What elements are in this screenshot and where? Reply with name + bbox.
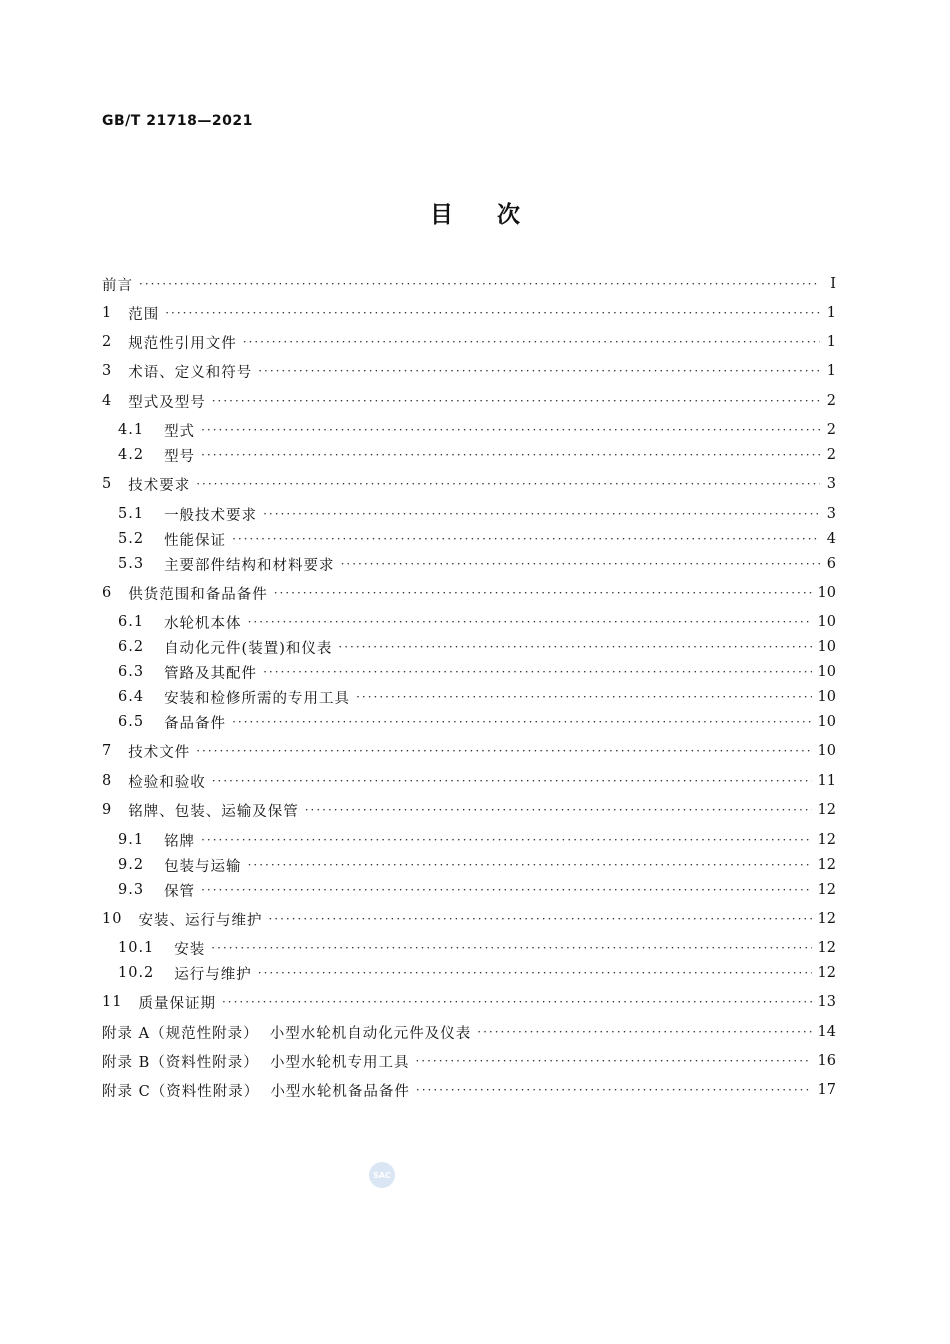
toc-entry-label: 附录 A（规范性附录） 小型水轮机自动化元件及仪表	[102, 1025, 472, 1042]
toc-entry-label: 包装与运输	[164, 858, 242, 875]
toc-dot-leader	[196, 744, 811, 758]
toc-dot-leader	[263, 665, 811, 679]
toc-dot-leader	[222, 995, 812, 1009]
toc-entry-number: 2	[102, 334, 113, 350]
toc-entry-label: 安装	[174, 941, 206, 958]
toc-dot-leader	[477, 1025, 811, 1039]
toc-entry-number: 5.3	[118, 556, 145, 572]
standard-code: GB/T 21718—2021	[102, 113, 253, 129]
toc-dot-leader	[305, 803, 812, 817]
toc-entry-page: 13	[817, 994, 836, 1010]
toc-entry-number: 9.1	[118, 832, 145, 848]
toc-dot-leader	[416, 1083, 812, 1097]
toc-dot-leader	[232, 532, 820, 546]
toc-entry-label: 前言	[102, 277, 133, 294]
toc-entry[interactable]	[118, 635, 836, 659]
toc-dot-leader	[415, 1054, 811, 1068]
toc-entry-number: 5.2	[118, 531, 145, 547]
toc-entry[interactable]	[102, 389, 836, 413]
toc-entry-label: 水轮机本体	[164, 615, 242, 632]
toc-entry[interactable]	[102, 359, 836, 383]
toc-dot-leader	[356, 690, 811, 704]
toc-entry-label: 范围	[128, 306, 160, 323]
toc-entry-number: 5.1	[118, 506, 145, 522]
toc-entry-page: 1	[826, 363, 836, 379]
toc-dot-leader	[248, 858, 812, 872]
toc-entry-number: 9	[102, 802, 113, 818]
toc-entry-page: 12	[817, 940, 836, 956]
toc-entry-number: 6	[102, 585, 113, 601]
toc-entry-page: 10	[817, 585, 836, 601]
toc-entry-page: 2	[826, 422, 836, 438]
toc-entry-number: 1	[102, 305, 113, 321]
toc-entry[interactable]	[102, 1020, 836, 1044]
toc-entry-page: 11	[817, 773, 836, 789]
toc-entry-label: 安装和检修所需的专用工具	[164, 690, 351, 707]
toc-entry-label: 型式及型号	[128, 394, 206, 411]
toc-dot-leader	[212, 774, 812, 788]
toc-dot-leader	[248, 615, 812, 629]
toc-entry-label: 铭牌	[164, 833, 196, 850]
toc-entry-page: 3	[826, 506, 836, 522]
toc-entry-page: 12	[817, 832, 836, 848]
toc-entry-label: 质量保证期	[138, 995, 216, 1012]
toc-entry-page: 16	[817, 1053, 836, 1069]
toc-entry-number: 3	[102, 363, 113, 379]
toc-entry-number: 6.5	[118, 714, 145, 730]
toc-entry[interactable]	[118, 878, 836, 902]
toc-entry[interactable]	[118, 418, 836, 442]
toc-entry-page: 14	[817, 1024, 836, 1040]
toc-entry-number: 7	[102, 743, 113, 759]
toc-entry[interactable]	[118, 502, 836, 526]
toc-dot-leader	[341, 557, 820, 571]
toc-dot-leader	[263, 507, 820, 521]
toc-entry-label: 管路及其配件	[164, 665, 258, 682]
toc-entry-page: 10	[817, 714, 836, 730]
toc-entry-label: 供货范围和备品备件	[128, 586, 268, 603]
toc-entry[interactable]	[118, 685, 836, 709]
toc-entry[interactable]	[118, 853, 836, 877]
toc-entry-page: 12	[817, 857, 836, 873]
toc-entry[interactable]	[118, 710, 836, 734]
toc-entry-page: 12	[817, 882, 836, 898]
toc-entry-number: 10.1	[118, 940, 155, 956]
toc-entry-page: 12	[817, 911, 836, 927]
toc-entry-label: 技术文件	[128, 744, 191, 761]
toc-dot-leader	[165, 306, 820, 320]
toc-entry[interactable]	[118, 936, 836, 960]
toc-entry-label: 备品备件	[164, 715, 227, 732]
toc-entry-number: 10	[102, 911, 123, 927]
toc-entry-page: I	[830, 276, 836, 292]
toc-entry[interactable]	[118, 610, 836, 634]
title-char-1: 目	[430, 202, 453, 228]
toc-entry-number: 6.3	[118, 664, 145, 680]
toc-entry-page: 4	[826, 531, 836, 547]
watermark-text: SAC	[373, 1170, 391, 1180]
toc-dot-leader	[211, 941, 811, 955]
toc-entry-label: 规范性引用文件	[128, 335, 237, 352]
toc-entry-page: 10	[817, 689, 836, 705]
toc-entry[interactable]	[118, 443, 836, 467]
toc-entry-label: 术语、定义和符号	[128, 364, 253, 381]
toc-entry[interactable]	[102, 1078, 836, 1102]
toc-entry[interactable]	[118, 828, 836, 852]
toc-entry[interactable]	[102, 990, 836, 1014]
title-char-2: 次	[497, 202, 520, 228]
toc-entry-label: 技术要求	[128, 477, 191, 494]
toc-dot-leader	[258, 966, 812, 980]
toc-dot-leader	[232, 715, 811, 729]
toc-entry[interactable]	[118, 961, 836, 985]
toc-entry-label: 自动化元件(装置)和仪表	[164, 640, 333, 657]
toc-entry[interactable]	[102, 472, 836, 496]
toc-entry-number: 6.2	[118, 639, 145, 655]
toc-entry-page: 2	[826, 393, 836, 409]
toc-entry[interactable]	[102, 1049, 836, 1073]
toc-entry[interactable]	[102, 301, 836, 325]
toc-entry-page: 10	[817, 639, 836, 655]
toc-entry-number: 5	[102, 476, 113, 492]
toc-dot-leader	[201, 448, 820, 462]
toc-dot-leader	[139, 277, 820, 291]
toc-entry-number: 8	[102, 773, 113, 789]
toc-entry[interactable]	[102, 907, 836, 931]
toc-entry-label: 检验和验收	[128, 774, 206, 791]
toc-entry-number: 9.2	[118, 857, 145, 873]
toc-dot-leader	[243, 335, 820, 349]
toc-entry[interactable]	[102, 581, 836, 605]
toc-entry[interactable]	[118, 552, 836, 576]
toc-entry-number: 10.2	[118, 965, 155, 981]
toc-entry-number: 11	[102, 994, 123, 1010]
page-title	[0, 196, 950, 229]
toc-dot-leader	[338, 640, 811, 654]
toc-entry-label: 附录 C（资料性附录） 小型水轮机备品备件	[102, 1083, 410, 1100]
toc-entry-page: 2	[826, 447, 836, 463]
toc-entry[interactable]	[102, 769, 836, 793]
toc-entry-number: 6.4	[118, 689, 145, 705]
toc-entry-label: 保管	[164, 883, 196, 900]
toc-entry-label: 铭牌、包装、运输及保管	[128, 803, 299, 820]
toc-dot-leader	[201, 423, 820, 437]
toc-entry-number: 6.1	[118, 614, 145, 630]
toc-entry-page: 10	[817, 743, 836, 759]
toc-entry-page: 10	[817, 664, 836, 680]
sac-watermark-logo	[369, 1162, 395, 1188]
toc-dot-leader	[274, 586, 812, 600]
toc-entry-label: 一般技术要求	[164, 507, 258, 524]
toc-entry-page: 12	[817, 965, 836, 981]
toc-entry-label: 附录 B（资料性附录） 小型水轮机专用工具	[102, 1054, 410, 1071]
toc-entry-label: 型式	[164, 423, 196, 440]
toc-entry[interactable]	[118, 527, 836, 551]
toc-entry-page: 1	[826, 305, 836, 321]
toc-dot-leader	[201, 833, 811, 847]
toc-entry[interactable]	[102, 739, 836, 763]
toc-entry-page: 1	[826, 334, 836, 350]
toc-entry-page: 6	[826, 556, 836, 572]
toc-dot-leader	[258, 364, 820, 378]
toc-dot-leader	[268, 912, 811, 926]
toc-entry[interactable]	[102, 330, 836, 354]
toc-entry-label: 性能保证	[164, 532, 227, 549]
toc-dot-leader	[212, 394, 820, 408]
toc-entry-number: 9.3	[118, 882, 145, 898]
toc-entry-page: 12	[817, 802, 836, 818]
toc-entry-label: 型号	[164, 448, 196, 465]
toc-entry-number: 4.1	[118, 422, 145, 438]
toc-entry[interactable]	[118, 660, 836, 684]
toc-entry-page: 3	[826, 476, 836, 492]
toc-entry-label: 主要部件结构和材料要求	[164, 557, 335, 574]
toc-entry-page: 17	[817, 1082, 836, 1098]
toc-entry-number: 4.2	[118, 447, 145, 463]
toc-dot-leader	[196, 477, 820, 491]
toc-dot-leader	[201, 883, 811, 897]
toc-entry-page: 10	[817, 614, 836, 630]
toc-entry[interactable]	[102, 272, 836, 296]
toc-entry-label: 安装、运行与维护	[138, 912, 263, 929]
toc-entry-number: 4	[102, 393, 113, 409]
toc-entry-label: 运行与维护	[174, 966, 252, 983]
toc-entry[interactable]	[102, 798, 836, 822]
